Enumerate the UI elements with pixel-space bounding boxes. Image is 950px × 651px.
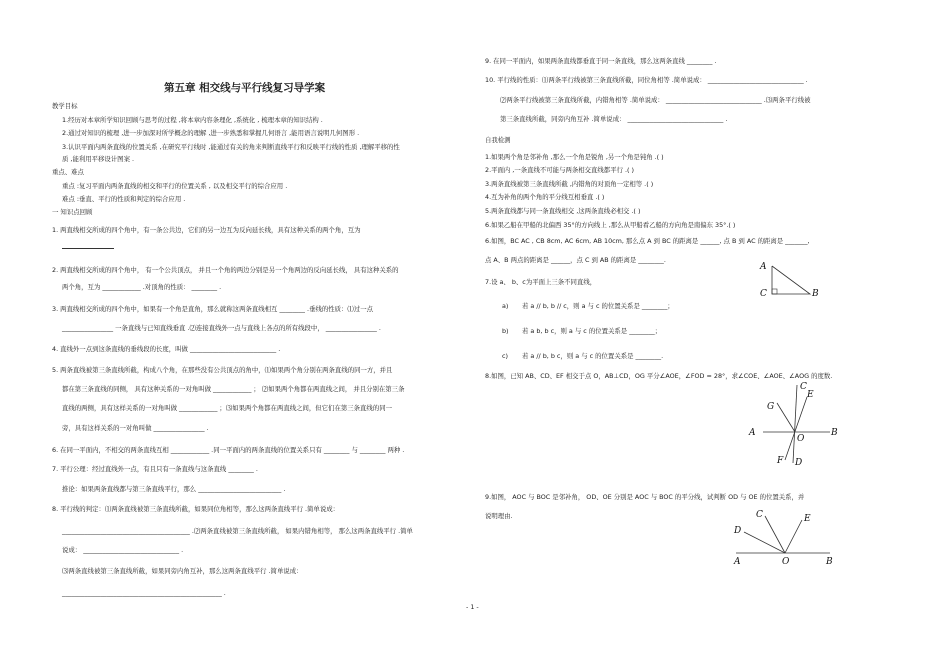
question-9: 9. 在同一平面内，如果两条直线都垂直于同一条直线，那么这两条直线 ________ . <box>485 57 717 65</box>
self-test-7c-label: c) <box>502 352 509 360</box>
question-5-cont-3: 旁，具有这样关系的一对角叫做 ________________ . <box>62 424 209 432</box>
fig9-label-e: E <box>804 514 811 524</box>
self-test-7c: 若 a // b, b c，则 a 与 c 的位置关系是 ________. <box>522 352 664 360</box>
question-5: 5. 两条直线被第三条直线所截，构成八个角，在那些没有公共顶点的角中，⑴如果两个角分别在两条直线的同一方，并且 <box>52 366 393 374</box>
fig8-label-c: C <box>800 382 807 392</box>
question-8-cont-3: ⑶两条直线被第三条直线所截，如果同旁内角互补，那么这两条直线平行 .简单说成： <box>62 567 303 575</box>
self-test-7a: 若 a // b, b // c，则 a 与 c 的位置关系是 ________； <box>522 302 674 310</box>
objective-1: 1.经历对本章所学知识回顾与思考的过程 ,将本章内容条理化 ,系统化 , 梳理本章的知识结构 . <box>62 116 323 124</box>
question-2: 2. 两直线相交所成的四个角中， 有一个公共顶点， 并且一个角的两边分别是另一个角两边的反向延长线， 具有这种关系的 <box>52 266 399 274</box>
question-8-cont-2: 说成： ______________________________ . <box>62 546 184 554</box>
fig8-label-o: O <box>797 434 805 444</box>
fig9-label-d: D <box>734 526 742 536</box>
line-cd <box>793 385 797 463</box>
triangle-outline <box>772 266 810 294</box>
fig8-label-a: A <box>749 428 756 438</box>
self-test-9-cont: 说明理由. <box>485 512 513 520</box>
objective-3: 3.认识平面内两条直线的位置关系 ,在研究平行线时 ,能通过有关的角来判断直线平行和反映平行线的性质 ,理解平移的性 <box>62 143 400 151</box>
key-point-2: 难点 :垂直、平行的性质和判定的综合应用 . <box>62 195 186 203</box>
question-10: 10. 平行线的性质：⑴两条平行线被第三条直线所截，同位角相等 .简单说成： ______________________________ . <box>485 76 808 84</box>
ray-od <box>744 532 785 553</box>
fig9-label-a: A <box>734 557 741 567</box>
page-number: - 1 - <box>466 603 479 611</box>
key-point-1: 重点 :复习平面内两条直线的相交和平行的位置关系 , 以及相交平行的综合应用 . <box>62 182 288 190</box>
fig8-label-b: B <box>831 428 838 438</box>
right-angle-mark <box>772 289 777 294</box>
review-heading: 一 知识点回顾 <box>52 208 93 216</box>
self-test-7b: 若 a b, b c，则 a 与 c 的位置关系是 ________； <box>522 327 662 335</box>
self-test-7a-label: a) <box>502 302 509 310</box>
objective-3-cont: 质 ,能利用平移设计图案 . <box>62 155 135 163</box>
fig8-label-e: E <box>807 390 814 400</box>
question-4: 4. 直线外一点到这条直线的垂线段的长度，叫做 ___________________________ . <box>52 345 281 353</box>
self-test-4: 4.互为补角的两个角的平分线互相垂直 .( ) <box>485 193 605 201</box>
question-10-cont-2: 第三条直线所截，同旁内角互补 .简单说成： ______________________________ . <box>500 115 728 123</box>
question-5-cont-2: 直线的两侧，具有这样关系的一对角叫做 ____________ ；⑶如果两个角都在两直线之间，但它们在第三条直线的同一 <box>62 404 392 412</box>
fig8-label-f: F <box>777 456 784 466</box>
fig8-label-g: G <box>767 402 775 412</box>
question-7: 7. 平行公理：经过直线外一点，有且只有一条直线与这条直线 ________ . <box>52 465 258 473</box>
fig9-label-o: O <box>782 557 790 567</box>
question-5-cont-1: 都在第三条直线的同侧， 具有这种关系的一对角叫做 ____________ ； ⑵如果两个角都在两直线之间， 并且分别在第三条 <box>62 385 405 393</box>
objective-2: 2.通过对知识的梳理 ,进一步加深对所学概念的理解 ,进一步熟悉和掌握几何语言 ,能用语言说明几何图形 . <box>62 129 360 137</box>
line-og <box>777 403 795 432</box>
self-test-1: 1.如果两个角是邻补角 ,那么一个角是锐角 ,另一个角是钝角 .( ) <box>485 153 664 161</box>
self-test-7: 7.设 a、 b、c为平面上三条不同直线， <box>485 278 597 286</box>
self-test-5: 5.两条直线都与同一条直线相交 ,这两条直线必相交 .( ) <box>485 207 641 215</box>
self-test-6b: 6.如图，BC AC , CB 8cm, AC 6cm, AB 10cm, 那么点 A 到 BC 的距离是 ______, 点 B 到 AC 的距离是 _______, <box>485 237 810 245</box>
triangle-label-b: B <box>812 289 819 299</box>
self-test-9: 9.如图， AOC 与 BOC 是邻补角， OD、OE 分别是 AOC 与 BOC 的平分线，试判断 OD 与 OE 的位置关系，并 <box>485 493 805 501</box>
self-test-3: 3.两条直线被第三条直线所截 ,内错角的对顶角一定相等 .( ) <box>485 180 654 188</box>
self-test-heading: 自我检测 <box>485 136 511 144</box>
question-6: 6. 在同一平面内，不相交的两条直线互相 ____________ .同一平面内的两条直线的位置关系只有 ________ 与 ________ 两种 . <box>52 446 405 454</box>
question-2-cont: 两个角，互为 ____________ .对顶角的性质： ________ . <box>62 283 222 291</box>
figure-9-angles <box>730 508 840 568</box>
triangle-figure <box>752 258 832 303</box>
question-8-cont-1: ________________________________________ .⑵两条直线被第三条直线所截， 如果内错角相等， 那么这两条直线平行 .简单 <box>62 527 413 535</box>
question-8-cont-4: __________________________________________________ . <box>62 589 226 597</box>
question-10-cont-1: ⑵两条平行线被第三条直线所截，内错角相等 .简单说成： ______________________________ .⑶两条平行线被 <box>500 96 811 104</box>
self-test-6c: 点 A、B 两点的距离是 ______，点 C 到 AB 的距离是 ________. <box>485 256 666 264</box>
triangle-label-a: A <box>760 262 767 272</box>
self-test-8: 8.如图，已知 AB、CD、EF 相交于点 O，AB⊥CD，OG 平分∠AOE，∠FOD = 28°，求∠COE、∠AOE、∠AOG 的度数. <box>485 372 833 380</box>
key-heading: 重点、难点 <box>52 168 84 176</box>
self-test-7b-label: b) <box>502 327 509 335</box>
fig9-label-b: B <box>826 557 833 567</box>
question-1-blank[interactable] <box>62 241 114 249</box>
question-8: 8. 平行线的判定：⑴两条直线被第三条直线所截，如果同位角相等，那么这两条直线平行 .简单说成： <box>52 505 339 513</box>
triangle-label-c: C <box>760 289 767 299</box>
self-test-6: 6.如果乙船在甲船的北偏西 35°的方向线上 ,那么从甲船看乙船的方向角是南偏东 35°.( ) <box>485 221 736 229</box>
question-1: 1. 两直线相交所成的四个角中，有一条公共边，它们的另一边互为反向延长线，具有这种关系的两个角，互为 <box>52 226 361 234</box>
page-title: 第五章 相交线与平行线复习导学案 <box>164 82 326 94</box>
self-test-2: 2.平面内 ,一条直线不可能与两条相交直线都平行 .( ) <box>485 166 635 174</box>
question-7-inference: 推论：如果两条直线都与第三条直线平行，那么 __________________________ . <box>62 485 286 493</box>
ray-oe <box>785 520 802 553</box>
fig9-label-c: C <box>756 510 763 520</box>
question-3: 3. 两直线相交所成的四个角中，如果有一个角是直角，那么就称这两条直线相互 ________ .垂线的性质：⑴过一点 <box>52 305 373 313</box>
figure-8-intersecting-lines <box>745 382 845 470</box>
question-3-cont: ________________ 一条直线与已知直线垂直 .⑵连接直线外一点与直线上各点的所有线段中， ________________ . <box>62 324 381 332</box>
objectives-heading: 教学目标 <box>52 102 78 110</box>
fig8-label-d: D <box>795 458 803 468</box>
